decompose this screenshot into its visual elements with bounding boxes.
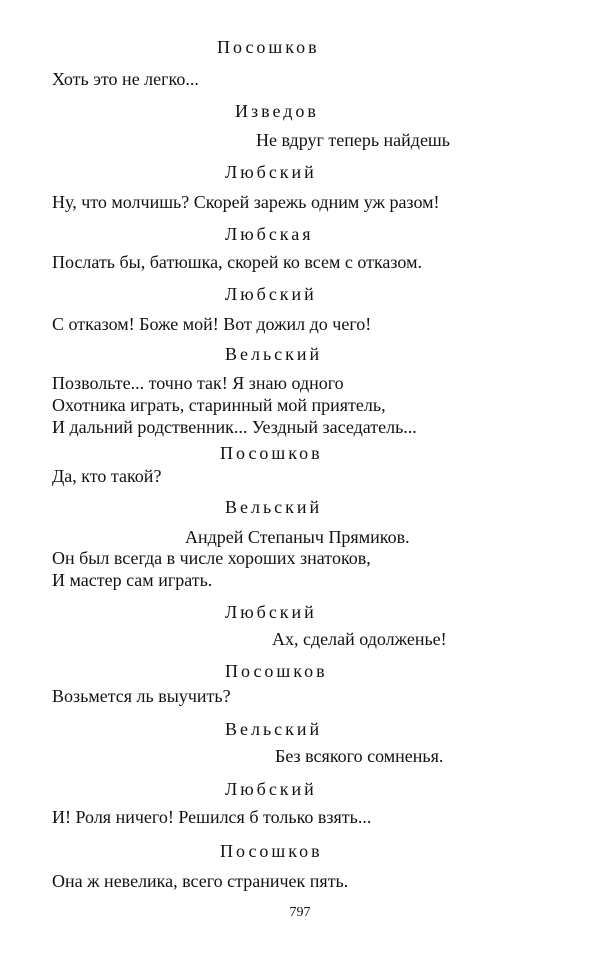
verse-line: И мастер сам играть. bbox=[52, 570, 213, 590]
verse-line: И дальний родственник... Уездный заседатель... bbox=[52, 417, 417, 437]
verse-line: С отказом! Боже мой! Вот дожил до чего! bbox=[52, 314, 372, 334]
verse-line: Без всякого сомненья. bbox=[275, 746, 444, 766]
verse-line: Не вдруг теперь найдешь bbox=[256, 130, 451, 150]
speaker-name: Вельский bbox=[225, 719, 323, 739]
verse-line: Возьмется ль выучить? bbox=[52, 686, 231, 706]
speaker-name: Посошков bbox=[220, 841, 323, 861]
verse-line: Она ж невелика, всего страничек пять. bbox=[52, 871, 349, 891]
verse-line: И! Роля ничего! Решился б только взять... bbox=[52, 807, 372, 827]
verse-line: Андрей Степаныч Прямиков. bbox=[185, 527, 410, 547]
speaker-name: Любский bbox=[225, 284, 317, 304]
verse-line: Послать бы, батюшка, скорей ко всем с отказом. bbox=[52, 252, 422, 272]
verse-line: Ну, что молчишь? Скорей зарежь одним уж разом! bbox=[52, 192, 440, 212]
verse-line: Ах, сделай одолженье! bbox=[272, 629, 447, 649]
speaker-name: Изведов bbox=[235, 101, 319, 121]
speaker-name: Любская bbox=[225, 224, 314, 244]
verse-line: Да, кто такой? bbox=[52, 466, 162, 486]
speaker-name: Вельский bbox=[225, 344, 323, 364]
verse-line: Хоть это не легко... bbox=[52, 69, 199, 89]
speaker-name: Посошков bbox=[217, 37, 320, 57]
verse-line: Он был всегда в числе хороших знатоков, bbox=[52, 548, 371, 568]
speaker-name: Посошков bbox=[225, 661, 328, 681]
verse-line: Охотника играть, старинный мой приятель, bbox=[52, 395, 386, 415]
speaker-name: Любский bbox=[225, 779, 317, 799]
speaker-name: Любский bbox=[225, 602, 317, 622]
speaker-name: Любский bbox=[225, 162, 317, 182]
speaker-name: Посошков bbox=[220, 443, 323, 463]
speaker-name: Вельский bbox=[225, 497, 323, 517]
verse-line: Позвольте... точно так! Я знаю одного bbox=[52, 373, 344, 393]
page-number: 797 bbox=[289, 905, 311, 920]
